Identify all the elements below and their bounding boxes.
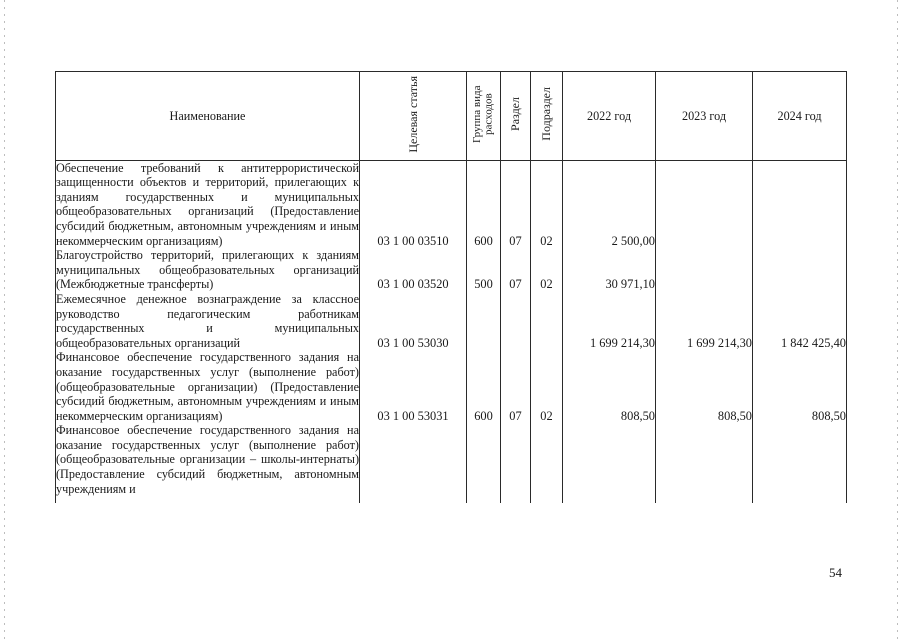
scan-right-edge: [897, 0, 898, 640]
row-expense-group: [467, 292, 501, 350]
header-name: Наименование: [56, 72, 360, 161]
row-amount-2022: 30 971,10: [563, 248, 656, 292]
table-row: [56, 423, 847, 503]
row-amount-2024: 1 842 425,40: [753, 292, 847, 350]
row-amount-2024: [753, 423, 847, 503]
row-amount-2023: 808,50: [656, 350, 753, 423]
row-amount-2022: 1 699 214,30: [563, 292, 656, 350]
table-header-row: [56, 72, 847, 161]
header-year-2022: 2022 год: [563, 72, 656, 161]
row-target-article: 03 1 00 53031: [360, 350, 467, 423]
row-amount-2024: [753, 248, 847, 292]
row-section: [501, 423, 531, 503]
table-row: [56, 248, 847, 292]
header-section: Раздел: [501, 72, 531, 161]
row-amount-2024: [753, 160, 847, 248]
row-subsection: 02: [531, 350, 563, 423]
header-year-2024: 2024 год: [753, 72, 847, 161]
row-target-article: [360, 423, 467, 503]
scan-left-edge: [4, 0, 5, 640]
budget-table: [55, 71, 847, 503]
row-section: [501, 292, 531, 350]
row-amount-2023: [656, 423, 753, 503]
table-row: [56, 160, 847, 248]
row-amount-2022: 808,50: [563, 350, 656, 423]
row-amount-2022: 2 500,00: [563, 160, 656, 248]
table-row: [56, 350, 847, 423]
row-section: 07: [501, 350, 531, 423]
row-amount-2023: [656, 160, 753, 248]
row-subsection: [531, 292, 563, 350]
header-expense-group: Группа вида расходов: [467, 72, 501, 161]
row-section: 07: [501, 248, 531, 292]
row-subsection: 02: [531, 248, 563, 292]
row-target-article: 03 1 00 53030: [360, 292, 467, 350]
row-amount-2023: 1 699 214,30: [656, 292, 753, 350]
row-name: Финансовое обеспечение государственного задания на оказание государственных услуг (выполнение работ) (общеобразовательные организации) (Предоставление субсидий бюджетным, автономным учреждениям и иным некоммерческим организациям): [56, 350, 359, 423]
row-amount-2022: [563, 423, 656, 503]
row-expense-group: 600: [467, 160, 501, 248]
row-target-article: 03 1 00 03520: [360, 248, 467, 292]
row-expense-group: 500: [467, 248, 501, 292]
page-number: 54: [829, 565, 842, 580]
row-name: Обеспечение требований к антитеррористической защищенности объектов и территорий, прилегающих к зданиям государственных и муниципальных общеобразовательных организаций (Предоставление субсидий бюджетным, автономным учреждениям и иным некоммерческим организациям): [56, 160, 359, 248]
row-subsection: [531, 423, 563, 503]
table-row: [56, 292, 847, 350]
header-target-article: Целевая статья: [360, 72, 467, 161]
row-name: Финансовое обеспечение государственного задания на оказание государственных услуг (выполнение работ) (общеобразовательные организации – школы-интернаты) (Предоставление субсидий бюджетным, автономным учреждениям и: [56, 423, 360, 503]
row-amount-2024: 808,50: [753, 350, 847, 423]
row-name: Ежемесячное денежное вознаграждение за классное руководство педагогическим работникам государственных и муниципальных общеобразовательных организаций: [56, 291, 359, 350]
row-expense-group: 600: [467, 350, 501, 423]
row-target-article: 03 1 00 03510: [360, 160, 467, 248]
row-section: 07: [501, 160, 531, 248]
row-name: Благоустройство территорий, прилегающих к зданиям муниципальных общеобразовательных организаций (Межбюджетные трансферты): [56, 248, 359, 292]
row-expense-group: [467, 423, 501, 503]
header-year-2023: 2023 год: [656, 72, 753, 161]
row-subsection: 02: [531, 160, 563, 248]
header-subsection: Подраздел: [531, 72, 563, 161]
row-amount-2023: [656, 248, 753, 292]
